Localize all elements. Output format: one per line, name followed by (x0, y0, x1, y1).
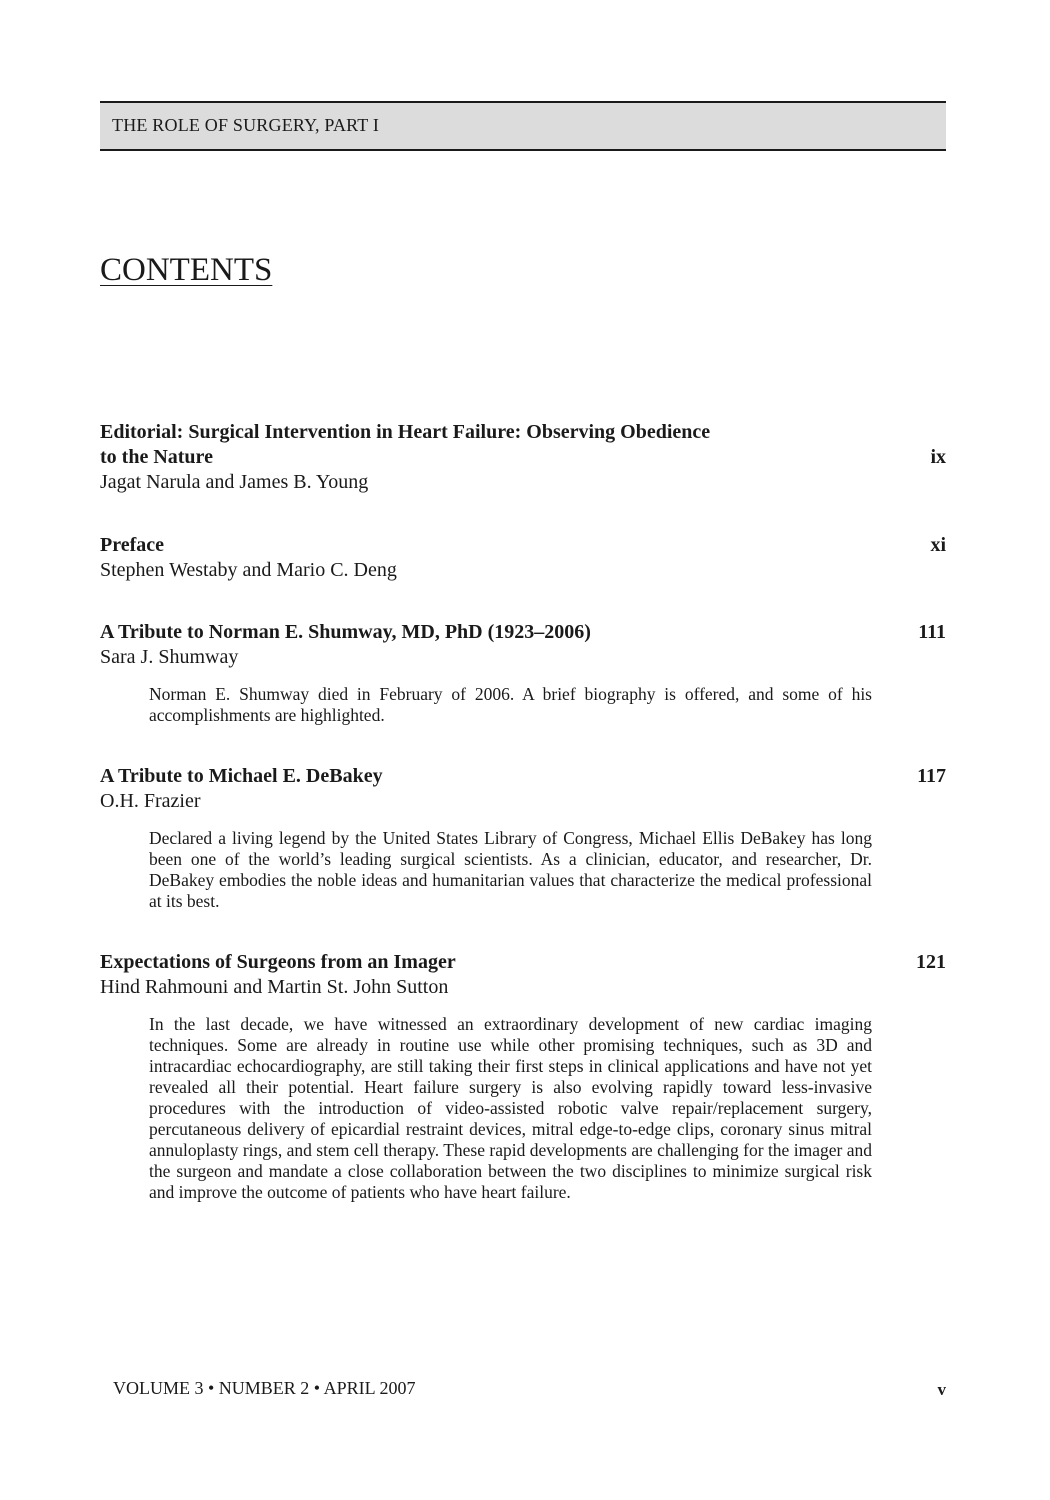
toc-entry-title: Preface (100, 534, 165, 556)
page-title: CONTENTS (100, 252, 273, 288)
toc-entry-authors: O.H. Frazier (100, 790, 201, 812)
toc-entry-imager[interactable] (100, 950, 946, 1203)
toc-entry-page: 111 (918, 621, 946, 643)
toc-entry-title: A Tribute to Norman E. Shumway, MD, PhD (1923–2006) (100, 621, 591, 643)
toc-entry-authors: Stephen Westaby and Mario C. Deng (100, 559, 397, 581)
toc-entry-title-line: to the Nature (100, 446, 213, 468)
toc-entry-authors: Sara J. Shumway (100, 646, 239, 668)
toc-entry-page: 117 (917, 765, 946, 787)
toc-entry-title: A Tribute to Michael E. DeBakey (100, 765, 383, 787)
toc-entry-page: 121 (916, 951, 946, 973)
toc-entry-preface[interactable] (100, 533, 946, 583)
toc-entry-authors: Jagat Narula and James B. Young (100, 471, 369, 493)
toc-entry-title (100, 420, 800, 470)
footer-issue: VOLUME 3 • NUMBER 2 • APRIL 2007 (113, 1378, 416, 1398)
toc-entry-authors: Hind Rahmouni and Martin St. John Sutton (100, 976, 449, 998)
toc-entry-abstract: In the last decade, we have witnessed an extraordinary development of new cardiac imaging techniques. Some are already in routine use while other promising techniques, such as 3D and intracardiac echocardiography, are still taking their first steps in clinical applications and have not yet revealed all their potential. Heart failure surgery is also evolving rapidly toward less-invasive procedures with the introduction of video-assisted robotic valve repair/replacement surgery, percutaneous delivery of epicardial restraint devices, mitral edge-to-edge clips, coronary sinus mitral annuloplasty rings, and stem cell therapy. These rapid developments are challenging for the imager and the surgeon and mandate a close collaboration between the two disciplines to minimize surgical risk and improve the outcome of patients who have heart failure. (149, 1014, 872, 1202)
toc-entry-page: ix (930, 446, 946, 468)
running-header-text: THE ROLE OF SURGERY, PART I (112, 115, 380, 135)
footer-page-number: v (937, 1380, 946, 1399)
toc-entry-page: xi (930, 534, 946, 556)
toc-entry-title-line: Editorial: Surgical Intervention in Heart Failure: Observing Obedience (100, 421, 711, 443)
running-header (100, 101, 946, 151)
toc-entry-debakey[interactable] (100, 764, 946, 912)
toc-entry-shumway[interactable] (100, 620, 946, 726)
toc-entry-abstract: Declared a living legend by the United States Library of Congress, Michael Ellis DeBakey has long been one of the world’s leading surgical scientists. As a clinician, educator, and researcher, Dr. DeBakey embodies the noble ideas and humanitarian values that characterize the medical professional at its best. (149, 828, 872, 911)
toc-entry-editorial[interactable] (100, 420, 946, 495)
toc-entry-abstract: Norman E. Shumway died in February of 2006. A brief biography is offered, and some of his accomplishments are highlighted. (149, 684, 872, 725)
toc-entry-title: Expectations of Surgeons from an Imager (100, 951, 456, 973)
